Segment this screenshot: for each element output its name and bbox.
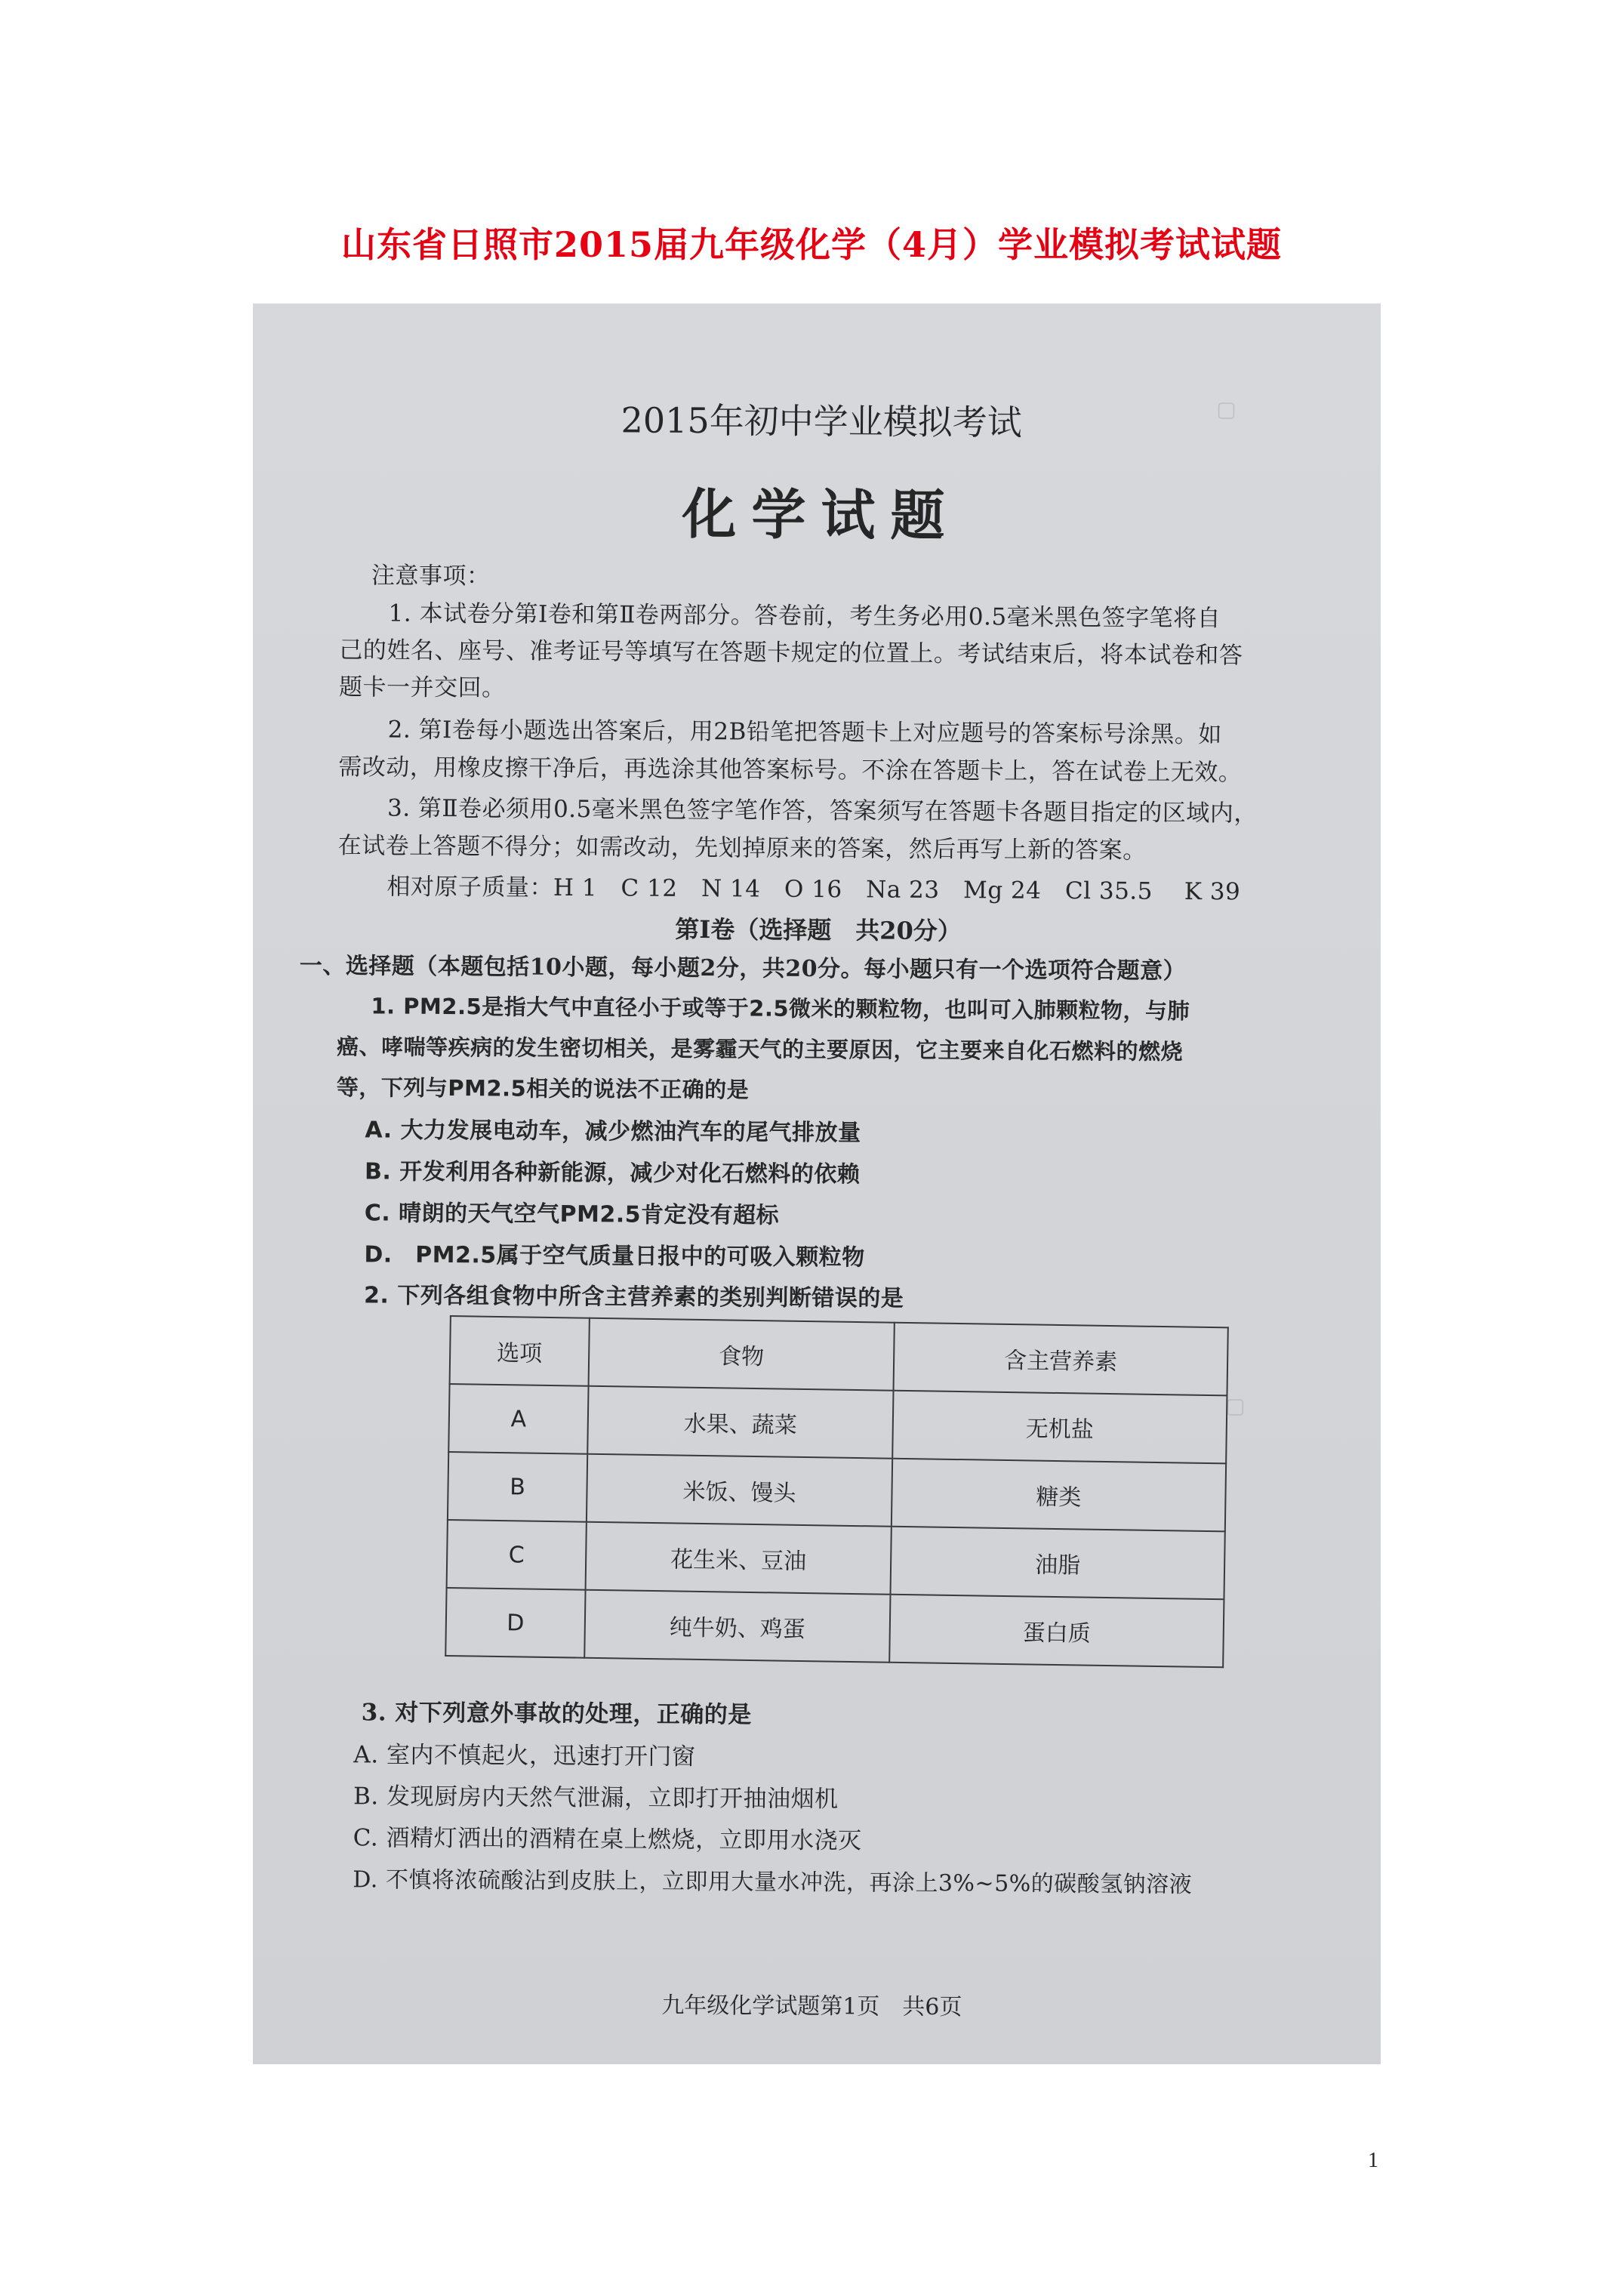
table-cell: 米饭、馒头 — [587, 1454, 892, 1527]
exam-footer: 九年级化学试题第1页 共6页 — [661, 1992, 962, 2021]
exam-photo — [253, 304, 1381, 2064]
question-3-option-a: A. 室内不慎起火，迅速打开门窗 — [353, 1741, 696, 1771]
question-1-option-c: C. 晴朗的天气空气PM2.5肯定没有超标 — [364, 1200, 780, 1229]
table-cell: 花生米、豆油 — [586, 1522, 892, 1595]
table-cell: D — [445, 1588, 585, 1658]
table-cell: 无机盐 — [892, 1391, 1227, 1464]
notice-line: 题卡一并交回。 — [338, 673, 506, 702]
table-header-cell: 食物 — [589, 1318, 895, 1391]
notice-line: 需改动，用橡皮擦干净后，再选涂其他答案标号。不涂在答题卡上，答在试卷上无效。 — [338, 754, 1243, 787]
page-number: 1 — [1368, 2149, 1378, 2172]
table-row — [447, 1520, 1225, 1599]
question-1-option-d: D. PM2.5属于空气质量日报中的可吸入颗粒物 — [364, 1241, 865, 1271]
bleed-through-mark: ▢ — [1225, 1393, 1246, 1419]
table-cell: A — [448, 1384, 588, 1454]
notice-line: 己的姓名、座号、准考证号等填写在答题卡规定的位置上。考试结束后，将本试卷和答 — [339, 636, 1243, 670]
section-title: 第Ⅰ卷（选择题 共20分） — [675, 914, 962, 946]
notice-line: 2. 第Ⅰ卷每小题选出答案后，用2B铅笔把答题卡上对应题号的答案标号涂黑。如 — [387, 716, 1222, 749]
question-2-stem: 2. 下列各组食物中所含主营养素的类别判断错误的是 — [363, 1282, 904, 1312]
notice-line: 3. 第Ⅱ卷必须用0.5毫米黑色签字笔作答，答案须写在答题卡各题目指定的区域内， — [387, 794, 1258, 827]
table-header-row — [450, 1316, 1228, 1395]
part-heading: 一、选择题（本题包括10小题，每小题2分，共20分。每小题只有一个选项符合题意） — [299, 952, 1187, 985]
question-1-option-b: B. 开发利用各种新能源，减少对化石燃料的依赖 — [364, 1158, 861, 1188]
question-3-stem: 3. 对下列意外事故的处理，正确的是 — [361, 1699, 752, 1729]
question-3-option-b: B. 发现厨房内天然气泄漏，立即打开抽油烟机 — [353, 1783, 839, 1814]
table-header-cell: 含主营养素 — [894, 1323, 1228, 1396]
table-cell: B — [448, 1452, 587, 1522]
notice-label: 注意事项： — [371, 562, 491, 590]
nutrient-table — [445, 1315, 1229, 1668]
table-row — [445, 1588, 1224, 1667]
question-1-stem: 癌、哮喘等疾病的发生密切相关，是雾霾天气的主要原因，它主要来自化石燃料的燃烧 — [336, 1034, 1184, 1065]
subject-title: 化学试题 — [682, 481, 960, 548]
question-3-option-d: D. 不慎将浓硫酸沾到皮肤上，立即用大量水冲洗，再涂上3%~5%的碳酸氢钠溶液 — [353, 1866, 1193, 1899]
question-3-option-c: C. 酒精灯洒出的酒精在桌上燃烧，立即用水浇灭 — [353, 1824, 862, 1855]
table-cell: 糖类 — [892, 1459, 1226, 1532]
atomic-mass-line: 相对原子质量：H 1 C 12 N 14 O 16 Na 23 Mg 24 Cl 35.5 K 39 — [387, 873, 1241, 906]
table-header-cell: 选项 — [450, 1316, 590, 1386]
table-cell: C — [447, 1520, 587, 1590]
exam-title: 2015年初中学业模拟考试 — [621, 399, 1022, 443]
question-1-stem: 1. PM2.5是指大气中直径小于或等于2.5微米的颗粒物，也叫可入肺颗粒物，与肺 — [371, 993, 1190, 1025]
table-cell: 水果、蔬菜 — [587, 1386, 893, 1459]
table-cell: 油脂 — [891, 1527, 1225, 1600]
notice-line: 1. 本试卷分第Ⅰ卷和第Ⅱ卷两部分。答卷前，考生务必用0.5毫米黑色签字笔将自 — [388, 599, 1221, 633]
table-row — [448, 1384, 1227, 1463]
table-cell: 蛋白质 — [889, 1595, 1224, 1668]
notice-line: 在试卷上答题不得分；如需改动，先划掉原来的答案，然后再写上新的答案。 — [337, 832, 1147, 864]
question-1-option-a: A. 大力发展电动车，减少燃油汽车的尾气排放量 — [365, 1117, 861, 1147]
document-title: 山东省日照市2015届九年级化学（4月）学业模拟考试试题 — [340, 224, 1283, 265]
table-row — [448, 1452, 1226, 1531]
bleed-through-mark: ▢ — [1216, 396, 1236, 422]
table-cell: 纯牛奶、鸡蛋 — [584, 1590, 890, 1663]
question-1-stem: 等，下列与PM2.5相关的说法不正确的是 — [336, 1074, 750, 1103]
